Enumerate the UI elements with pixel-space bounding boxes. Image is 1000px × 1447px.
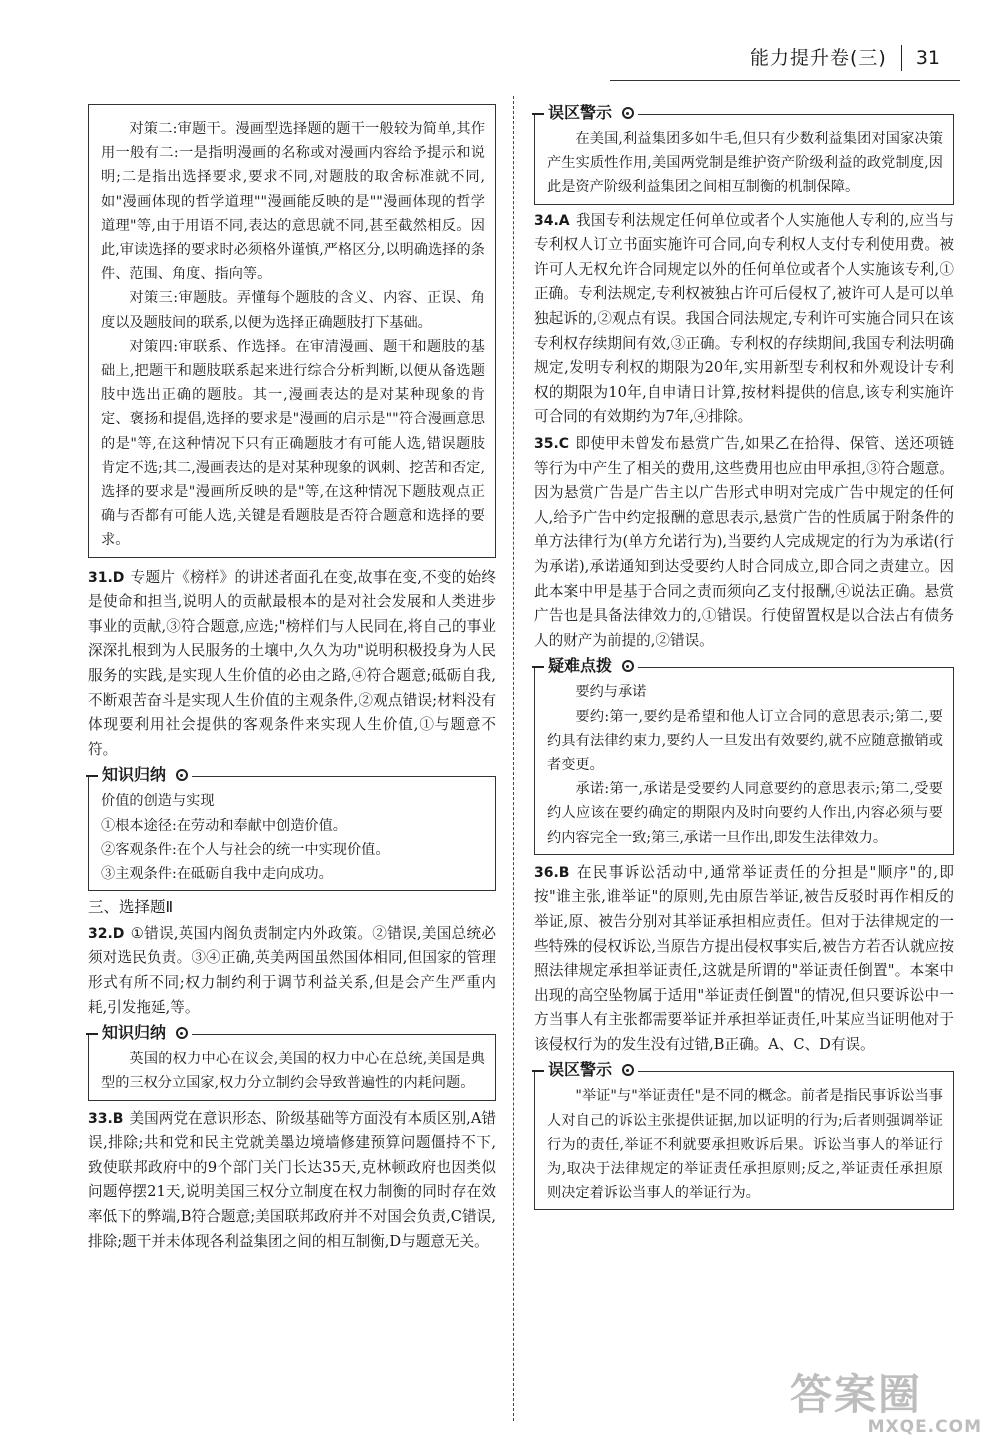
- answer-number: 36.B: [534, 864, 570, 881]
- answer-36: [534, 861, 954, 1058]
- misconception-box: [534, 114, 954, 205]
- tag-misconception: [534, 1059, 954, 1081]
- answer-34: [534, 209, 954, 430]
- difficult-points-line: 要约与承诺: [575, 684, 647, 701]
- knowledge-line: ③主观条件:在砥砺自我中走向成功。: [101, 866, 333, 883]
- tag-knowledge-summary: [88, 1022, 496, 1044]
- tag-label: [542, 102, 638, 124]
- tag-dot-icon: [626, 1069, 629, 1072]
- tag-label: [96, 1022, 192, 1044]
- right-column: [534, 100, 954, 1210]
- tag-label: [542, 1059, 638, 1081]
- answer-number: 33.B: [88, 1110, 124, 1127]
- tag-dot-icon: [180, 1032, 183, 1035]
- difficult-points-line: 承诺:第一,承诺是受要约人同意要约的意思表示;第二,受要约人应该在要约确定的期限内及时向要约人作出,内容必须与要约内容完全一致;第三,承诺一旦作出,即发生法律效力。: [547, 781, 943, 846]
- tag-dot-icon: [180, 774, 183, 777]
- tag-text: 误区警示: [548, 103, 613, 122]
- left-column: [88, 104, 496, 1254]
- watermark-url: MXQE.COM: [867, 1417, 982, 1437]
- answer-number: 35.C: [534, 435, 570, 452]
- misconception-text: "举证"与"举证责任"是不同的概念。前者是指民事诉讼当事人对自己的诉讼主张提供证据,加以证明的行为;后者则强调举证行为的责任,举证不利就要承担败诉后果。诉讼当事人的举证行为,取决于法律规定的举证责任承担原则;反之,举证责任承担原则决定着诉讼当事人的举证行为。: [547, 1088, 943, 1202]
- answer-number: 34.A: [534, 212, 570, 229]
- answer-number: 32.D: [88, 925, 125, 942]
- watermark-logo: [790, 1372, 990, 1442]
- answer-number: 31.D: [88, 569, 125, 586]
- tag-dot-icon: [626, 112, 629, 115]
- strategy-paragraph: 对策四:审联系、作选择。在审清漫画、题干和题肢的基础上,把题干和题肢联系起来进行综合分析判断,以便从备选题肢中选出正确的题肢。其一,漫画表达的是对某种现象的肯定、褒扬和提倡,选择的要求是"漫画的启示是""符合漫画意思的是"等,在这种情况下只有正确题肢才有可能人选,错误题肢肯定不选;其二,漫画表达的是对某种现象的讽刺、挖苦和否定,选择的要求是"漫画所反映的是"等,在这种情况下题肢观点正确与否都有可能人选,关键是看题肢是否符合题意和选择的要求。: [101, 338, 485, 549]
- answer-32: [88, 922, 496, 1020]
- answer-text: 在民事诉讼活动中,通常举证责任的分担是"顺序"的,即按"谁主张,谁举证"的原则,先由原告举证,被告反驳时再作相反的举证,原、被告分别对其举证承担相应责任。但对于法律规定的一些特殊的侵权诉讼,当原告方提出侵权事实后,被告方若否认就应按照法律规定承担举证责任,这就是所谓的"举证责任倒置"。本案中出现的高空坠物属于适用"举证责任倒置"的情况,但只要诉讼中一方当事人有主张都需要举证并承担举证责任,叶某应当证明他对于该侵权行为的发生没有过错,B正确。A、C、D有误。: [534, 863, 954, 1053]
- tag-label: [542, 655, 638, 677]
- tag-dot-icon: [626, 665, 629, 668]
- answer-31: [88, 566, 496, 763]
- difficult-points-box: [534, 667, 954, 854]
- answer-text: 即使甲未曾发布悬赏广告,如果乙在拾得、保管、送还项链等行为中产生了相关的费用,这些费用也应由甲承担,③符合题意。因为悬赏广告是广告主以广告形式申明对完成广告中规定的任何人,给予广告中约定报酬的意思表示,悬赏广告的性质属于附条件的单方法律行为(单方允诺行为),当要约人完成规定的行为为承诺(行为承诺),承诺通知到达受要约人时合同成立,即合同之责建立。因此本案中甲是基于合同之责而须向乙支付报酬,④说法正确。悬赏广告也是具备法律效力的,①错误。行使留置权是以合法占有债务人的财产为前提的,②错误。: [534, 434, 954, 649]
- tag-text: 知识归纳: [102, 765, 167, 785]
- page-number: 31: [915, 46, 940, 69]
- header-separator: [901, 45, 902, 71]
- answer-text: 我国专利法规定任何单位或者个人实施他人专利的,应当与专利权人订立书面实施许可合同,向专利权人支付专利使用费。被许可人无权允许合同规定以外的任何单位或者个人实施该专利,①正确。专利法规定,专利权被独占许可后侵权了,被许可人是可以单独起诉的,②观点有误。我国合同法规定,专利许可实施合同只在该专利权存续期间有效,③正确。专利权的存续期间,我国专利法明确规定,发明专利权的期限为20年,实用新型专利权和外观设计专利权的期限为10年,自申请日计算,按材料提供的信息,该专利实施许可合同的有效期约为7年,④排除。: [534, 211, 954, 426]
- answer-text: 专题片《榜样》的讲述者面孔在变,故事在变,不变的始终是使命和担当,说明人的贡献最根本的是对社会发展和人类进步事业的贡献,③符合题意,应选;"榜样们与人民同在,将自己的事业深深扎根到为人民服务的土壤中,久久为功"说明积极投身为人民服务的实践,是实现人生价值的必由之路,④符合题意;砥砺自我,不断艰苦奋斗是实现人生价值的主观条件,②观点错误;材料没有体现要利用社会提供的客观条件来实现人生价值,①与题意不符。: [88, 568, 496, 758]
- tag-difficult-points: [534, 655, 954, 677]
- answer-33: [88, 1107, 496, 1255]
- knowledge-line: 英国的权力中心在议会,美国的权力中心在总统,美国是典型的三权分立国家,权力分立制约会导致普遍性的内耗问题。: [101, 1051, 485, 1092]
- column-divider: [513, 96, 514, 1421]
- misconception-text: 在美国,利益集团多如牛毛,但只有少数利益集团对国家决策产生实质性作用,美国两党制是维护资产阶级利益的政党制度,因此是资产阶级利益集团之间相互制衡的机制保障。: [547, 131, 943, 196]
- strategy-box: [88, 104, 496, 558]
- watermark-text: 答案圈: [790, 1370, 923, 1419]
- answer-text: ①错误,英国内阁负责制定内外政策。②错误,美国总统必须对选民负责。③④正确,英美两国虽然国体相同,但国家的管理形式有所不同;权力制约利于调节利益关系,但是会产生严重内耗,引发拖延,等。: [88, 924, 496, 1016]
- knowledge-line: ①根本途径:在劳动和奉献中创造价值。: [101, 817, 347, 834]
- page-header-title: 能力提升卷(三): [749, 46, 887, 69]
- knowledge-box: [88, 776, 496, 891]
- tag-misconception: [534, 102, 954, 124]
- header-rule: [610, 80, 960, 81]
- answer-35: [534, 432, 954, 653]
- tag-text: 知识归纳: [102, 1023, 167, 1043]
- answer-text: 美国两党在意识形态、阶级基础等方面没有本质区别,A错误,排除;共和党和民主党就美墨边境墙修建预算问题僵持不下,致使联邦政府中的9个部门关门长达35天,克林顿政府也因类似问题停摆21天,说明美国三权分立制度在权力制衡的同时存在效率低下的弊端,B符合题意;美国联邦政府并不对国会负责,C错误,排除;题干并未体现各利益集团之间的相互制衡,D与题意无关。: [88, 1109, 496, 1250]
- knowledge-line: 价值的创造与实现: [101, 793, 215, 810]
- strategy-paragraph: 对策二:审题干。漫画型选择题的题干一般较为简单,其作用一般有二:一是指明漫画的名称或对漫画内容给予提示和说明;二是指出选择要求,要求不同,对题肢的取舍标准就不同,如"漫画体现的哲学道理""漫画能反映的是""漫画体现的哲学道理"等,由于用语不同,表达的意思就不同,甚至截然相反。因此,审读选择的要求时必须格外谨慎,严格区分,以明确选择的条件、范围、角度、指向等。: [101, 121, 485, 283]
- page-header: [750, 38, 940, 78]
- tag-label: [96, 764, 192, 786]
- tag-text: 疑难点拨: [548, 656, 613, 676]
- section-heading: 三、选择题Ⅱ: [88, 898, 174, 917]
- difficult-points-line: 要约:第一,要约是希望和他人订立合同的意思表示;第二,要约具有法律约束力,要约人一旦发出有效要约,就不应随意撤销或者变更。: [547, 708, 943, 773]
- knowledge-line: ②客观条件:在个人与社会的统一中实现价值。: [101, 841, 390, 858]
- tag-text: 误区警示: [548, 1060, 613, 1080]
- misconception-box: [534, 1071, 954, 1210]
- strategy-paragraph: 对策三:审题肢。弄懂每个题肢的含义、内容、正误、角度以及题肢间的联系,以便为选择正确题肢打下基础。: [101, 290, 485, 331]
- tag-knowledge-summary: [88, 764, 496, 786]
